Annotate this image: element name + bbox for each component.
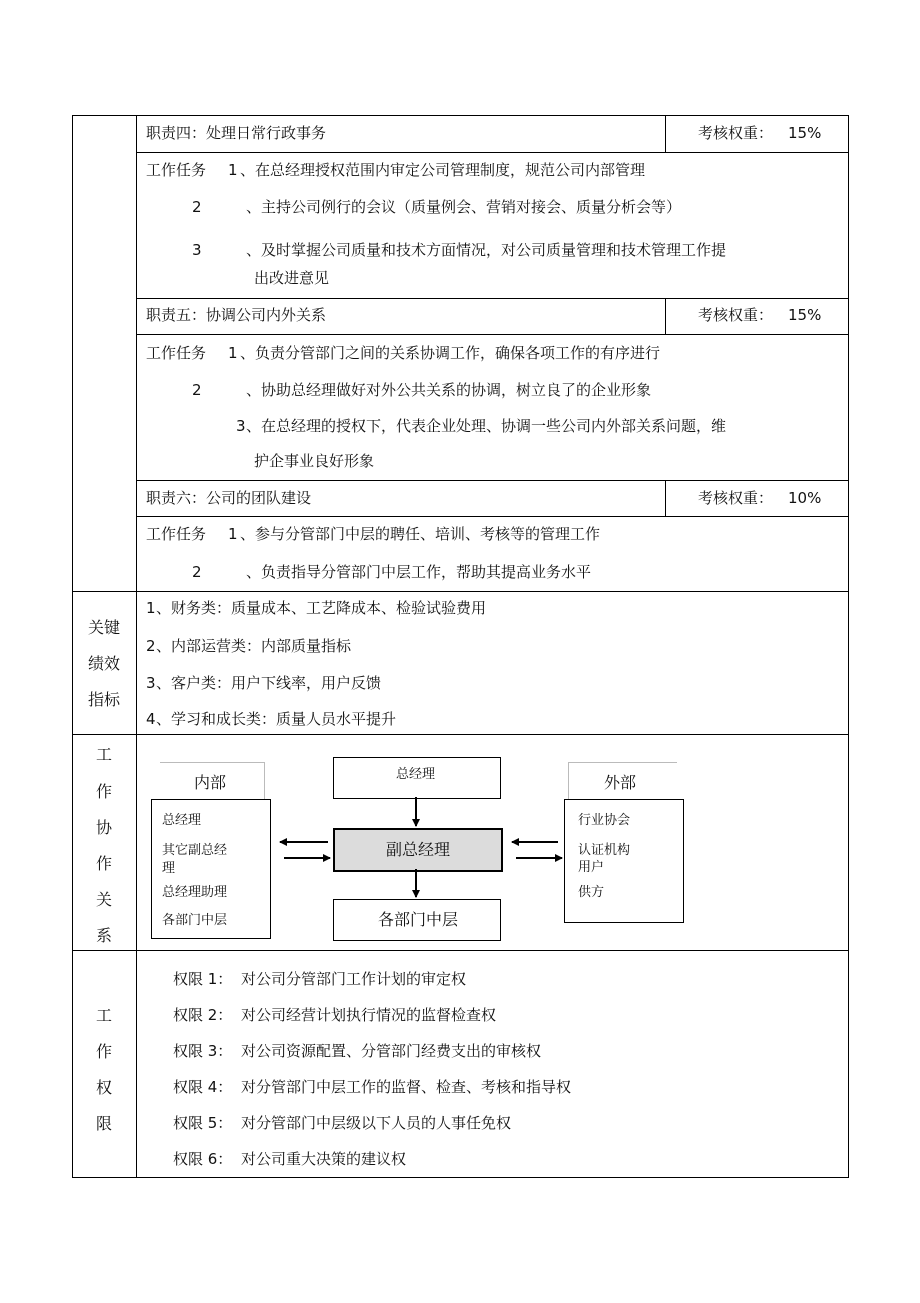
task-number: 1 [228,344,238,362]
kpi-number: 2 [146,637,156,655]
authority-item-label: 权限 5： [173,1114,233,1132]
internal-item: 总经理助理 [162,885,228,900]
task-text-continued: 出改进意见 [254,269,330,287]
internal-item: 各部门中层 [162,913,228,928]
department-heads-label: 各部门中层 [378,910,459,929]
kpi-number: 1 [146,599,156,617]
internal-item: 其它副总经 [162,843,228,858]
duty-title: 职责四：处理日常行政事务 [146,124,327,142]
task-text: 、在总经理的授权下，代表企业处理、协调一些公司内外部关系问题，维 [246,417,727,435]
task-number: 3 [192,241,202,259]
task-text: 、在总经理授权范围内审定公司管理制度，规范公司内部管理 [240,161,646,179]
authority-item-label: 权限 1： [173,970,233,988]
authority-label: 权 [95,1078,112,1097]
collab-label: 协 [95,818,112,837]
external-title: 外部 [604,773,637,792]
tasks-label: 工作任务 [146,344,207,362]
collab-label: 工 [95,745,112,764]
authority-item-label: 权限 4： [173,1078,233,1096]
authority-item-label: 权限 6： [173,1150,233,1168]
kpi-text: 、内部运营类：内部质量指标 [156,637,352,655]
task-number: 2 [192,381,202,399]
deputy-manager-label: 副总经理 [386,840,451,859]
task-number: 2 [192,198,202,216]
authority-item-label: 权限 3： [173,1042,233,1060]
task-number: 2 [192,563,202,581]
kpi-number: 3 [146,674,156,692]
collab-label: 关 [95,890,112,909]
authority-item-text: 对公司经营计划执行情况的监督检查权 [241,1006,497,1024]
collab-label: 系 [95,926,112,945]
authority-item-text: 对公司资源配置、分管部门经费支出的审核权 [241,1042,542,1060]
general-manager-label: 总经理 [396,767,436,782]
internal-item: 总经理 [162,813,202,828]
external-item: 用户 [578,860,605,875]
weight-label: 考核权重： [698,124,774,142]
weight-label: 考核权重： [698,489,774,507]
internal-item: 理 [162,861,176,876]
task-text: 、协助总经理做好对外公共关系的协调，树立良了的企业形象 [246,381,652,399]
task-text-continued: 护企事业良好形象 [254,452,375,470]
task-text: 、及时掌握公司质量和技术方面情况，对公司质量管理和技术管理工作提 [246,241,727,259]
task-number: 1 [228,161,238,179]
weight-value: 10% [788,489,822,507]
kpi-text: 、财务类：质量成本、工艺降成本、检验试验费用 [156,599,487,617]
external-item: 供方 [578,885,605,900]
authority-item-label: 权限 2： [173,1006,233,1024]
kpi-number: 4 [146,710,156,728]
authority-item-text: 对公司分管部门工作计划的审定权 [241,970,467,988]
kpi-label: 指标 [87,690,120,709]
duty-title: 职责五：协调公司内外关系 [146,306,327,324]
duty-title: 职责六：公司的团队建设 [146,489,312,507]
task-number: 1 [228,525,238,543]
tasks-label: 工作任务 [146,525,207,543]
collab-label: 作 [95,854,112,873]
authority-label: 工 [95,1006,112,1025]
authority-label: 限 [95,1114,112,1133]
authority-item-text: 对分管部门中层级以下人员的人事任免权 [241,1114,512,1132]
authority-item-text: 对分管部门中层工作的监督、检查、考核和指导权 [241,1078,572,1096]
kpi-text: 、客户类：用户下线率，用户反馈 [156,674,382,692]
kpi-label: 绩效 [87,654,120,673]
collab-label: 作 [95,782,112,801]
weight-value: 15% [788,124,822,142]
task-text: 、负责指导分管部门中层工作，帮助其提高业务水平 [246,563,592,581]
tasks-label: 工作任务 [146,161,207,179]
task-text: 、参与分管部门中层的聘任、培训、考核等的管理工作 [240,525,601,543]
task-number: 3 [236,417,246,435]
task-text: 、主持公司例行的会议（质量例会、营销对接会、质量分析会等） [246,198,682,216]
internal-title: 内部 [194,773,227,792]
task-text: 、负责分管部门之间的关系协调工作，确保各项工作的有序进行 [240,344,661,362]
kpi-label: 关键 [87,618,120,637]
external-item: 认证机构 [578,843,631,858]
authority-label: 作 [95,1042,112,1061]
weight-value: 15% [788,306,822,324]
weight-label: 考核权重： [698,306,774,324]
external-item: 行业协会 [578,813,631,828]
kpi-text: 、学习和成长类：质量人员水平提升 [156,710,397,728]
authority-item-text: 对公司重大决策的建议权 [241,1150,407,1168]
